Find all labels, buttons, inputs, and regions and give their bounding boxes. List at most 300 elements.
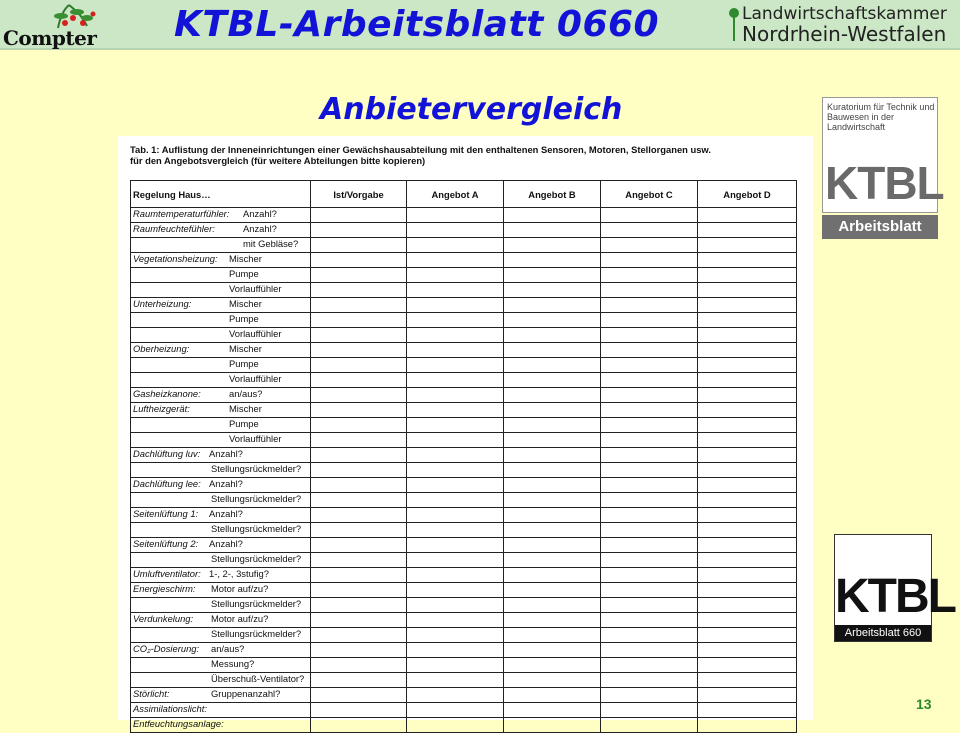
empty-entry-cell	[698, 298, 797, 313]
row-sublabel: Motor auf/zu?	[211, 583, 269, 594]
empty-entry-cell	[698, 283, 797, 298]
row-label-cell	[131, 583, 311, 598]
empty-entry-cell	[504, 298, 601, 313]
ktbl-curatorium-text: Kuratorium für Technik und Bauwesen in der Landwirtschaft	[827, 102, 935, 132]
empty-entry-cell	[311, 298, 407, 313]
empty-entry-cell	[311, 448, 407, 463]
row-label: Entfeuchtungsanlage:	[133, 718, 224, 729]
empty-entry-cell	[504, 238, 601, 253]
empty-entry-cell	[407, 493, 504, 508]
empty-entry-cell	[601, 373, 698, 388]
empty-entry-cell	[504, 688, 601, 703]
ktbl-logo-top	[822, 97, 944, 240]
row-sublabel: Überschuß-Ventilator?	[211, 673, 305, 684]
empty-entry-cell	[311, 523, 407, 538]
empty-entry-cell	[504, 583, 601, 598]
row-sublabel: Anzahl?	[209, 448, 243, 459]
ktbl-logo-text: KTBL	[835, 570, 955, 623]
table-row	[131, 688, 797, 703]
empty-entry-cell	[698, 508, 797, 523]
empty-entry-cell	[504, 403, 601, 418]
row-label-cell	[131, 358, 311, 373]
row-label-cell	[131, 223, 311, 238]
row-label: Seitenlüftung 1:	[133, 508, 199, 519]
row-sublabel: Motor auf/zu?	[211, 613, 269, 624]
empty-entry-cell	[698, 448, 797, 463]
empty-entry-cell	[601, 313, 698, 328]
empty-entry-cell	[311, 403, 407, 418]
row-label-cell	[131, 628, 311, 643]
table-row	[131, 373, 797, 388]
empty-entry-cell	[504, 568, 601, 583]
table-row	[131, 328, 797, 343]
empty-entry-cell	[601, 238, 698, 253]
empty-entry-cell	[601, 538, 698, 553]
empty-entry-cell	[504, 508, 601, 523]
empty-entry-cell	[601, 658, 698, 673]
empty-entry-cell	[698, 373, 797, 388]
empty-entry-cell	[407, 313, 504, 328]
empty-entry-cell	[504, 283, 601, 298]
row-label-cell	[131, 253, 311, 268]
empty-entry-cell	[698, 538, 797, 553]
row-label-cell	[131, 448, 311, 463]
empty-entry-cell	[311, 493, 407, 508]
empty-entry-cell	[698, 418, 797, 433]
row-label: Dachlüftung lee:	[133, 478, 201, 489]
empty-entry-cell	[601, 253, 698, 268]
table-row	[131, 718, 797, 733]
empty-entry-cell	[698, 433, 797, 448]
empty-entry-cell	[311, 418, 407, 433]
empty-entry-cell	[504, 223, 601, 238]
empty-entry-cell	[311, 508, 407, 523]
empty-entry-cell	[407, 538, 504, 553]
table-row	[131, 703, 797, 718]
empty-entry-cell	[311, 658, 407, 673]
table-row	[131, 298, 797, 313]
row-label: Raumtemperaturfühler:	[133, 208, 230, 219]
page-number: 13	[916, 696, 932, 712]
tomato-plant-icon	[3, 4, 121, 28]
empty-entry-cell	[698, 583, 797, 598]
empty-entry-cell	[407, 298, 504, 313]
lwk-name-line1: Landwirtschaftskammer	[742, 4, 947, 24]
row-label-cell	[131, 643, 311, 658]
empty-entry-cell	[601, 298, 698, 313]
row-sublabel: Stellungsrückmelder?	[211, 598, 302, 609]
empty-entry-cell	[407, 283, 504, 298]
empty-entry-cell	[698, 238, 797, 253]
empty-entry-cell	[698, 703, 797, 718]
empty-entry-cell	[698, 553, 797, 568]
empty-entry-cell	[504, 613, 601, 628]
empty-entry-cell	[601, 598, 698, 613]
row-label: Störlicht:	[133, 688, 170, 699]
row-label: Energieschirm:	[133, 583, 196, 594]
empty-entry-cell	[504, 493, 601, 508]
empty-entry-cell	[601, 523, 698, 538]
empty-entry-cell	[504, 463, 601, 478]
empty-entry-cell	[601, 268, 698, 283]
row-sublabel: Stellungsrückmelder?	[211, 523, 302, 534]
empty-entry-cell	[698, 673, 797, 688]
row-label-cell	[131, 298, 311, 313]
empty-entry-cell	[504, 538, 601, 553]
row-sublabel: Stellungsrückmelder?	[211, 463, 302, 474]
table-row	[131, 343, 797, 358]
empty-entry-cell	[407, 268, 504, 283]
row-label: Verdunkelung:	[133, 613, 194, 624]
empty-entry-cell	[407, 703, 504, 718]
table-row	[131, 478, 797, 493]
row-label: Unterheizung:	[133, 298, 192, 309]
ktbl-band: Arbeitsblatt 660	[835, 625, 931, 641]
empty-entry-cell	[504, 343, 601, 358]
row-label-cell	[131, 508, 311, 523]
empty-entry-cell	[311, 388, 407, 403]
row-label-cell	[131, 208, 311, 223]
empty-entry-cell	[311, 718, 407, 733]
empty-entry-cell	[407, 238, 504, 253]
empty-entry-cell	[601, 673, 698, 688]
empty-entry-cell	[504, 268, 601, 283]
empty-entry-cell	[698, 598, 797, 613]
row-label-cell	[131, 388, 311, 403]
empty-entry-cell	[504, 478, 601, 493]
table-row	[131, 403, 797, 418]
empty-entry-cell	[698, 403, 797, 418]
row-label: Umluftventilator:	[133, 568, 201, 579]
table-row	[131, 388, 797, 403]
empty-entry-cell	[698, 328, 797, 343]
empty-entry-cell	[698, 568, 797, 583]
row-sublabel: Anzahl?	[209, 538, 243, 549]
empty-entry-cell	[601, 463, 698, 478]
table-row	[131, 223, 797, 238]
empty-entry-cell	[311, 628, 407, 643]
row-label-cell	[131, 703, 311, 718]
table-row	[131, 208, 797, 223]
row-sublabel: Mischer	[229, 253, 262, 264]
empty-entry-cell	[407, 433, 504, 448]
empty-entry-cell	[407, 598, 504, 613]
empty-entry-cell	[504, 553, 601, 568]
row-label-cell	[131, 688, 311, 703]
page-title: KTBL-Arbeitsblatt 0660	[174, 4, 660, 45]
empty-entry-cell	[311, 433, 407, 448]
row-sublabel: mit Gebläse?	[243, 238, 299, 249]
row-sublabel: Messung?	[211, 658, 255, 669]
empty-entry-cell	[407, 718, 504, 733]
empty-entry-cell	[504, 328, 601, 343]
empty-entry-cell	[407, 673, 504, 688]
empty-entry-cell	[407, 358, 504, 373]
row-sublabel: Mischer	[229, 403, 262, 414]
row-label: Luftheizgerät:	[133, 403, 190, 414]
empty-entry-cell	[698, 478, 797, 493]
row-label-cell	[131, 238, 311, 253]
empty-entry-cell	[601, 403, 698, 418]
row-sublabel: Anzahl?	[243, 223, 277, 234]
table-row	[131, 358, 797, 373]
empty-entry-cell	[504, 643, 601, 658]
row-sublabel: Stellungsrückmelder?	[211, 553, 302, 564]
empty-entry-cell	[407, 643, 504, 658]
row-label-cell	[131, 538, 311, 553]
empty-entry-cell	[504, 313, 601, 328]
row-sublabel: Pumpe	[229, 313, 259, 324]
empty-entry-cell	[698, 313, 797, 328]
row-sublabel: Mischer	[229, 343, 262, 354]
empty-entry-cell	[698, 643, 797, 658]
compter-logo	[3, 4, 121, 50]
landwirtschaftskammer-logo	[726, 4, 956, 44]
empty-entry-cell	[601, 223, 698, 238]
empty-entry-cell	[601, 358, 698, 373]
row-label-cell	[131, 613, 311, 628]
row-label-cell	[131, 268, 311, 283]
empty-entry-cell	[311, 583, 407, 598]
row-label-cell	[131, 343, 311, 358]
empty-entry-cell	[407, 508, 504, 523]
empty-entry-cell	[601, 433, 698, 448]
empty-entry-cell	[407, 208, 504, 223]
column-header: Ist/Vorgabe	[311, 181, 407, 208]
empty-entry-cell	[407, 628, 504, 643]
ktbl-band: Arbeitsblatt	[822, 215, 938, 239]
row-sublabel: Anzahl?	[209, 508, 243, 519]
column-header: Angebot A	[407, 181, 504, 208]
row-sublabel: 1-, 2-, 3stufig?	[209, 568, 269, 579]
row-label-cell	[131, 553, 311, 568]
row-sublabel: Anzahl?	[209, 478, 243, 489]
empty-entry-cell	[407, 403, 504, 418]
row-label-cell	[131, 673, 311, 688]
row-label-cell	[131, 568, 311, 583]
empty-entry-cell	[504, 358, 601, 373]
empty-entry-cell	[698, 613, 797, 628]
empty-entry-cell	[311, 283, 407, 298]
empty-entry-cell	[311, 238, 407, 253]
table-caption-line2: für den Angebotsvergleich (für weitere Abteilungen bitte kopieren)	[130, 155, 426, 166]
row-sublabel: Mischer	[229, 298, 262, 309]
table-row	[131, 238, 797, 253]
empty-entry-cell	[601, 628, 698, 643]
empty-entry-cell	[601, 493, 698, 508]
column-header: Regelung Haus…	[131, 181, 311, 208]
column-header: Angebot C	[601, 181, 698, 208]
empty-entry-cell	[601, 508, 698, 523]
table-row	[131, 643, 797, 658]
empty-entry-cell	[698, 343, 797, 358]
empty-entry-cell	[698, 463, 797, 478]
table-row	[131, 568, 797, 583]
empty-entry-cell	[407, 418, 504, 433]
column-header: Angebot B	[504, 181, 601, 208]
row-sublabel: an/aus?	[211, 643, 245, 654]
empty-entry-cell	[698, 358, 797, 373]
row-sublabel: Vorlauffühler	[229, 373, 282, 384]
empty-entry-cell	[407, 328, 504, 343]
row-label-cell	[131, 433, 311, 448]
table-row	[131, 628, 797, 643]
table-row	[131, 673, 797, 688]
empty-entry-cell	[311, 538, 407, 553]
comparison-table	[130, 180, 797, 733]
empty-entry-cell	[311, 553, 407, 568]
empty-entry-cell	[504, 253, 601, 268]
row-sublabel: Pumpe	[229, 358, 259, 369]
row-sublabel: an/aus?	[229, 388, 263, 399]
table-row	[131, 523, 797, 538]
table-row	[131, 508, 797, 523]
empty-entry-cell	[601, 583, 698, 598]
column-header: Angebot D	[698, 181, 797, 208]
empty-entry-cell	[407, 523, 504, 538]
empty-entry-cell	[407, 478, 504, 493]
table-row	[131, 613, 797, 628]
table-row	[131, 658, 797, 673]
table-row	[131, 418, 797, 433]
table-row	[131, 448, 797, 463]
empty-entry-cell	[601, 643, 698, 658]
empty-entry-cell	[311, 568, 407, 583]
ktbl-logo-text: KTBL	[825, 157, 944, 209]
empty-entry-cell	[504, 523, 601, 538]
empty-entry-cell	[311, 268, 407, 283]
empty-entry-cell	[311, 598, 407, 613]
slide-subtitle: Anbietervergleich	[320, 92, 623, 127]
empty-entry-cell	[698, 223, 797, 238]
row-sublabel: Vorlauffühler	[229, 328, 282, 339]
empty-entry-cell	[311, 673, 407, 688]
empty-entry-cell	[407, 553, 504, 568]
table-row	[131, 598, 797, 613]
row-label-cell	[131, 313, 311, 328]
row-label: Dachlüftung luv:	[133, 448, 201, 459]
empty-entry-cell	[311, 358, 407, 373]
table-row	[131, 493, 797, 508]
table-row	[131, 253, 797, 268]
empty-entry-cell	[407, 658, 504, 673]
empty-entry-cell	[698, 208, 797, 223]
empty-entry-cell	[504, 718, 601, 733]
scanned-worksheet	[118, 136, 813, 729]
row-label-cell	[131, 493, 311, 508]
empty-entry-cell	[311, 253, 407, 268]
empty-entry-cell	[311, 478, 407, 493]
table-row	[131, 553, 797, 568]
empty-entry-cell	[698, 268, 797, 283]
table-row	[131, 268, 797, 283]
empty-entry-cell	[311, 373, 407, 388]
empty-entry-cell	[311, 328, 407, 343]
empty-entry-cell	[407, 613, 504, 628]
ktbl-logo-bottom	[834, 534, 955, 642]
table-row	[131, 463, 797, 478]
row-label-cell	[131, 328, 311, 343]
row-sublabel: Pumpe	[229, 268, 259, 279]
empty-entry-cell	[601, 553, 698, 568]
row-label-cell	[131, 598, 311, 613]
empty-entry-cell	[698, 388, 797, 403]
empty-entry-cell	[407, 463, 504, 478]
empty-entry-cell	[601, 448, 698, 463]
row-label: CO₂-Dosierung:	[133, 643, 200, 654]
empty-entry-cell	[698, 628, 797, 643]
table-caption	[130, 144, 800, 166]
table-row	[131, 583, 797, 598]
empty-entry-cell	[601, 703, 698, 718]
compter-logo-text: Compter	[3, 26, 97, 50]
empty-entry-cell	[504, 658, 601, 673]
empty-entry-cell	[504, 673, 601, 688]
table-header-row	[131, 181, 797, 208]
row-sublabel: Pumpe	[229, 418, 259, 429]
table-body	[131, 208, 797, 733]
table-caption-line1: Tab. 1: Auflistung der Inneneinrichtungen einer Gewächshausabteilung mit den enthaltenen Sensoren, Motoren, Stellorganen usw.	[130, 144, 711, 155]
empty-entry-cell	[407, 373, 504, 388]
empty-entry-cell	[407, 388, 504, 403]
empty-entry-cell	[311, 688, 407, 703]
empty-entry-cell	[698, 253, 797, 268]
row-sublabel: Stellungsrückmelder?	[211, 493, 302, 504]
empty-entry-cell	[601, 388, 698, 403]
table-row	[131, 283, 797, 298]
empty-entry-cell	[407, 253, 504, 268]
empty-entry-cell	[311, 463, 407, 478]
empty-entry-cell	[311, 223, 407, 238]
empty-entry-cell	[601, 718, 698, 733]
row-label: Vegetationsheizung:	[133, 253, 218, 264]
empty-entry-cell	[407, 568, 504, 583]
empty-entry-cell	[698, 658, 797, 673]
empty-entry-cell	[311, 208, 407, 223]
empty-entry-cell	[601, 613, 698, 628]
table-row	[131, 433, 797, 448]
empty-entry-cell	[504, 433, 601, 448]
empty-entry-cell	[601, 328, 698, 343]
empty-entry-cell	[311, 703, 407, 718]
empty-entry-cell	[601, 418, 698, 433]
empty-entry-cell	[504, 448, 601, 463]
row-label: Raumfeuchtefühler:	[133, 223, 215, 234]
empty-entry-cell	[601, 568, 698, 583]
empty-entry-cell	[407, 688, 504, 703]
empty-entry-cell	[311, 343, 407, 358]
empty-entry-cell	[698, 493, 797, 508]
row-label: Assimilationslicht:	[133, 703, 207, 714]
table-row	[131, 538, 797, 553]
row-sublabel: Vorlauffühler	[229, 433, 282, 444]
row-label-cell	[131, 463, 311, 478]
table-row	[131, 313, 797, 328]
row-label: Seitenlüftung 2:	[133, 538, 199, 549]
row-label: Gasheizkanone:	[133, 388, 201, 399]
empty-entry-cell	[504, 628, 601, 643]
empty-entry-cell	[504, 703, 601, 718]
empty-entry-cell	[311, 613, 407, 628]
empty-entry-cell	[407, 448, 504, 463]
empty-entry-cell	[311, 313, 407, 328]
empty-entry-cell	[698, 718, 797, 733]
row-label-cell	[131, 478, 311, 493]
row-label-cell	[131, 718, 311, 733]
row-sublabel: Anzahl?	[243, 208, 277, 219]
empty-entry-cell	[311, 643, 407, 658]
empty-entry-cell	[601, 688, 698, 703]
